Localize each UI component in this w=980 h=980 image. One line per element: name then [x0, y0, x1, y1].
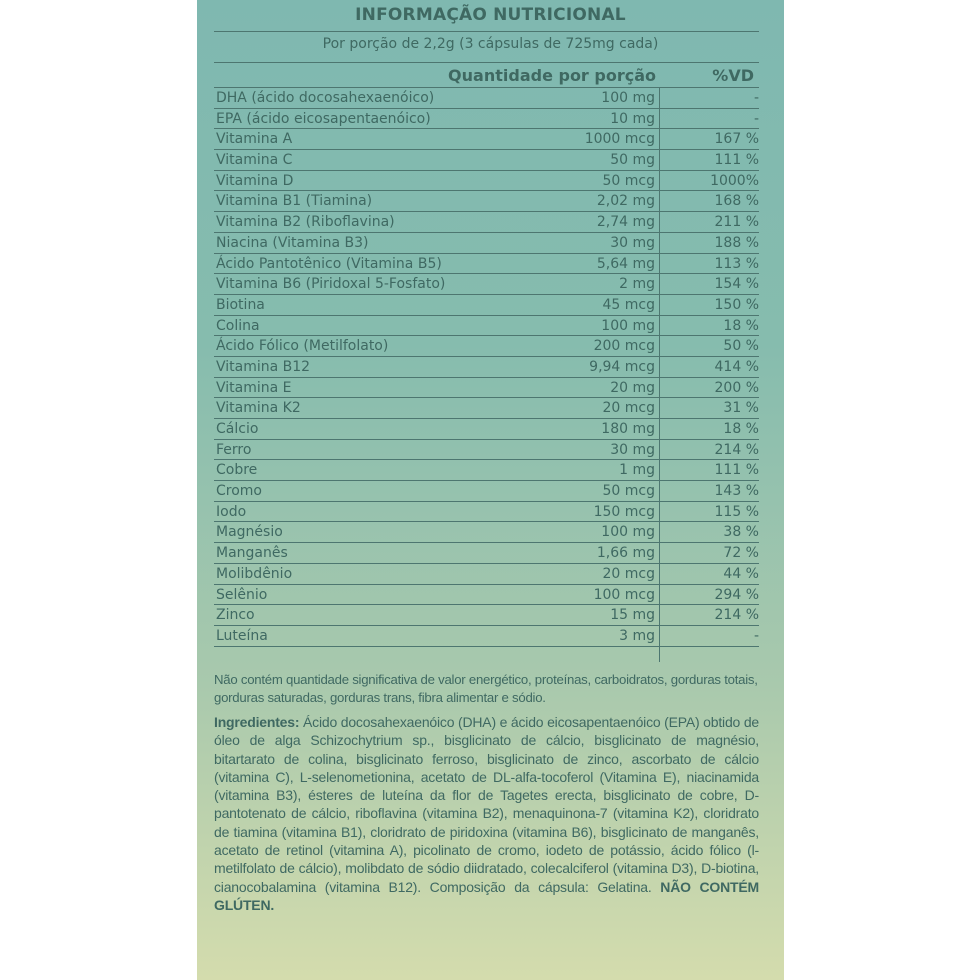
table-row: [214, 254, 759, 275]
gluten-warning: NÃO CONTÉM GLÚTEN.: [214, 878, 759, 913]
nutrient-quantity: 50 mcg: [602, 172, 655, 189]
table-row: [214, 585, 759, 606]
table-row: [214, 605, 759, 626]
nutrient-name: Vitamina D: [216, 172, 294, 189]
nutrient-dv: 214 %: [714, 441, 759, 458]
subtitle-divider: [214, 62, 759, 63]
nutrient-name: Vitamina B2 (Riboflavina): [216, 214, 395, 231]
table-row: [214, 150, 759, 171]
nutrient-quantity: 150 mcg: [593, 503, 655, 520]
nutrient-dv: 18 %: [723, 317, 759, 334]
nutrient-name: Vitamina B12: [216, 358, 311, 375]
nutrient-quantity: 200 mcg: [593, 338, 655, 355]
nutrient-quantity: 5,64 mg: [596, 255, 655, 272]
table-row: [214, 543, 759, 564]
nutrient-name: Vitamina C: [216, 152, 293, 169]
table-row: [214, 191, 759, 212]
nutrient-name: Vitamina B1 (Tiamina): [216, 193, 373, 210]
nutrient-dv: 188 %: [714, 234, 759, 251]
nutrient-quantity: 100 mcg: [593, 586, 655, 603]
nutrient-quantity: 9,94 mcg: [589, 358, 655, 375]
nutrient-quantity: 30 mg: [610, 441, 655, 458]
nutrient-name: Magnésio: [216, 524, 283, 541]
nutrient-quantity: 1 mg: [619, 462, 655, 479]
nutrient-quantity: 15 mg: [610, 607, 655, 624]
table-row: [214, 460, 759, 481]
nutrient-quantity: 1,66 mg: [596, 545, 655, 562]
nutrient-name: Cromo: [216, 483, 262, 500]
nutrient-quantity: 50 mcg: [602, 483, 655, 500]
table-row: [214, 88, 759, 109]
nutrient-dv: 211 %: [714, 214, 759, 231]
ingredients-label: Ingredientes:: [214, 714, 300, 730]
nutrient-quantity: 30 mg: [610, 234, 655, 251]
nutrient-dv: 44 %: [723, 565, 759, 582]
table-row: [214, 274, 759, 295]
nutrient-name: Biotina: [216, 296, 265, 313]
nutrient-dv: 294 %: [714, 586, 759, 603]
nutrient-quantity: 20 mcg: [602, 565, 655, 582]
nutrient-name: Cálcio: [216, 421, 259, 437]
ingredients-text: Ácido docosahexaenóico (DHA) e ácido eicosapentaenóico (EPA) obtido de óleo de alga Schizochytrium sp., bisglicinato de cálcio, bisglicinato de magnésio, bitartarato de colina, bisglicinato ferroso, bisglicinato de zinco, ascorbato de cálcio (vitamina C), L-selenometionina, acetato de DL-alfa-tocoferol (Vitamina E), niacinamida (vitamina B3), ésteres de luteína da flor de Tagetes erecta, bisglicinato de cobre, D-pantotenato de cálcio, riboflavina (vitamina B2), menaquinona-7 (vitamina K2), cloridrato de tiamina (vitamina B1), cloridrato de piridoxina (vitamina B6), bisglicinato de manganês, acetato de retinol (vitamina A), picolinato de cromo, iodeto de potássio, ácido fólico (l-metilfolato de cálcio), molibdato de sódio diidratado, colecalciferol (vitamina D3), D-biotina, cianocobalamina (vitamina B12). Composição da cápsula: Gelatina.: [214, 714, 759, 895]
table-row: [214, 295, 759, 316]
nutrient-dv: 1000%: [710, 172, 759, 189]
column-separator: [659, 88, 660, 662]
table-row: [214, 419, 759, 440]
table-row: [214, 316, 759, 337]
nutrient-dv: 72 %: [723, 545, 759, 562]
nutrient-table: [214, 88, 759, 647]
table-row: [214, 440, 759, 461]
nutrient-name: Niacina (Vitamina B3): [216, 234, 369, 251]
nutrient-quantity: 1000 mcg: [584, 131, 655, 148]
nutrient-name: Vitamina B6 (Piridoxal 5-Fosfato): [216, 276, 446, 293]
nutrient-name: Ácido Pantotênico (Vitamina B5): [216, 255, 442, 272]
label-title: INFORMAÇÃO NUTRICIONAL: [355, 5, 626, 25]
nutrient-quantity: 20 mg: [610, 379, 655, 396]
nutrient-dv: 200 %: [714, 379, 759, 396]
nutrient-dv: 214 %: [714, 607, 759, 624]
table-row: [214, 129, 759, 150]
table-row: [214, 481, 759, 502]
nutrient-name: Cobre: [216, 462, 258, 479]
ingredients-block: [214, 713, 759, 914]
nutrient-quantity: 100 mg: [601, 524, 655, 541]
table-row: [214, 336, 759, 357]
nutrient-name: Vitamina A: [216, 131, 293, 148]
nutrient-name: Ferro: [216, 441, 252, 458]
footnote: Não contém quantidade significativa de valor energético, proteínas, carboidratos, gorduras totais, gorduras saturadas, gorduras trans, fibra alimentar e sódio.: [214, 672, 758, 705]
table-row: [214, 522, 759, 543]
nutrient-quantity: 20 mcg: [602, 400, 655, 417]
nutrient-quantity: 100 mg: [601, 90, 655, 106]
column-header-quantity: Quantidade por porção: [448, 66, 656, 85]
nutrient-name: Colina: [216, 317, 260, 334]
nutrition-label-panel: [197, 0, 784, 980]
nutrient-dv: -: [753, 627, 759, 644]
nutrient-dv: 50 %: [723, 338, 759, 355]
nutrient-dv: 38 %: [723, 524, 759, 541]
serving-size: Por porção de 2,2g (3 cápsulas de 725mg cada): [322, 36, 659, 52]
table-row: [214, 502, 759, 523]
nutrient-name: Vitamina K2: [216, 400, 301, 417]
nutrient-dv: 18 %: [723, 421, 759, 437]
nutrient-dv: 167 %: [714, 131, 759, 148]
nutrient-quantity: 50 mg: [610, 152, 655, 169]
nutrient-quantity: 2,02 mg: [596, 193, 655, 210]
table-row: [214, 564, 759, 585]
nutrient-name: Molibdênio: [216, 565, 293, 582]
nutrient-name: Selênio: [216, 586, 268, 603]
nutrient-quantity: 180 mg: [601, 421, 655, 437]
nutrient-name: DHA (ácido docosahexaenóico): [216, 90, 435, 106]
nutrient-dv: 414 %: [714, 358, 759, 375]
nutrient-quantity: 3 mg: [619, 627, 655, 644]
nutrient-dv: 113 %: [714, 255, 759, 272]
nutrient-quantity: 10 mg: [610, 110, 655, 127]
nutrient-quantity: 2 mg: [619, 276, 655, 293]
nutrient-quantity: 2,74 mg: [596, 214, 655, 231]
table-row: [214, 626, 759, 647]
nutrient-quantity: 45 mcg: [602, 296, 655, 313]
table-row: [214, 378, 759, 399]
nutrient-dv: 31 %: [723, 400, 759, 417]
nutrient-dv: 111 %: [714, 152, 759, 169]
nutrient-dv: -: [753, 90, 759, 106]
nutrient-name: Zinco: [216, 607, 255, 624]
table-row: [214, 357, 759, 378]
nutrient-name: Vitamina E: [216, 379, 292, 396]
nutrient-dv: -: [753, 110, 759, 127]
title-divider: [214, 31, 759, 32]
nutrient-dv: 154 %: [714, 276, 759, 293]
nutrient-quantity: 100 mg: [601, 317, 655, 334]
nutrient-dv: 168 %: [714, 193, 759, 210]
nutrient-name: Luteína: [216, 627, 268, 644]
nutrient-name: Manganês: [216, 545, 288, 562]
nutrient-name: Iodo: [216, 503, 247, 520]
table-row: [214, 233, 759, 254]
nutrient-dv: 111 %: [714, 462, 759, 479]
column-header-dv: %VD: [712, 66, 754, 85]
table-row: [214, 109, 759, 130]
nutrient-name: Ácido Fólico (Metilfolato): [216, 338, 389, 355]
table-row: [214, 398, 759, 419]
table-row: [214, 171, 759, 192]
nutrient-name: EPA (ácido eicosapentaenóico): [216, 110, 431, 127]
nutrient-dv: 115 %: [714, 503, 759, 520]
nutrient-dv: 150 %: [714, 296, 759, 313]
table-row: [214, 212, 759, 233]
nutrient-dv: 143 %: [714, 483, 759, 500]
